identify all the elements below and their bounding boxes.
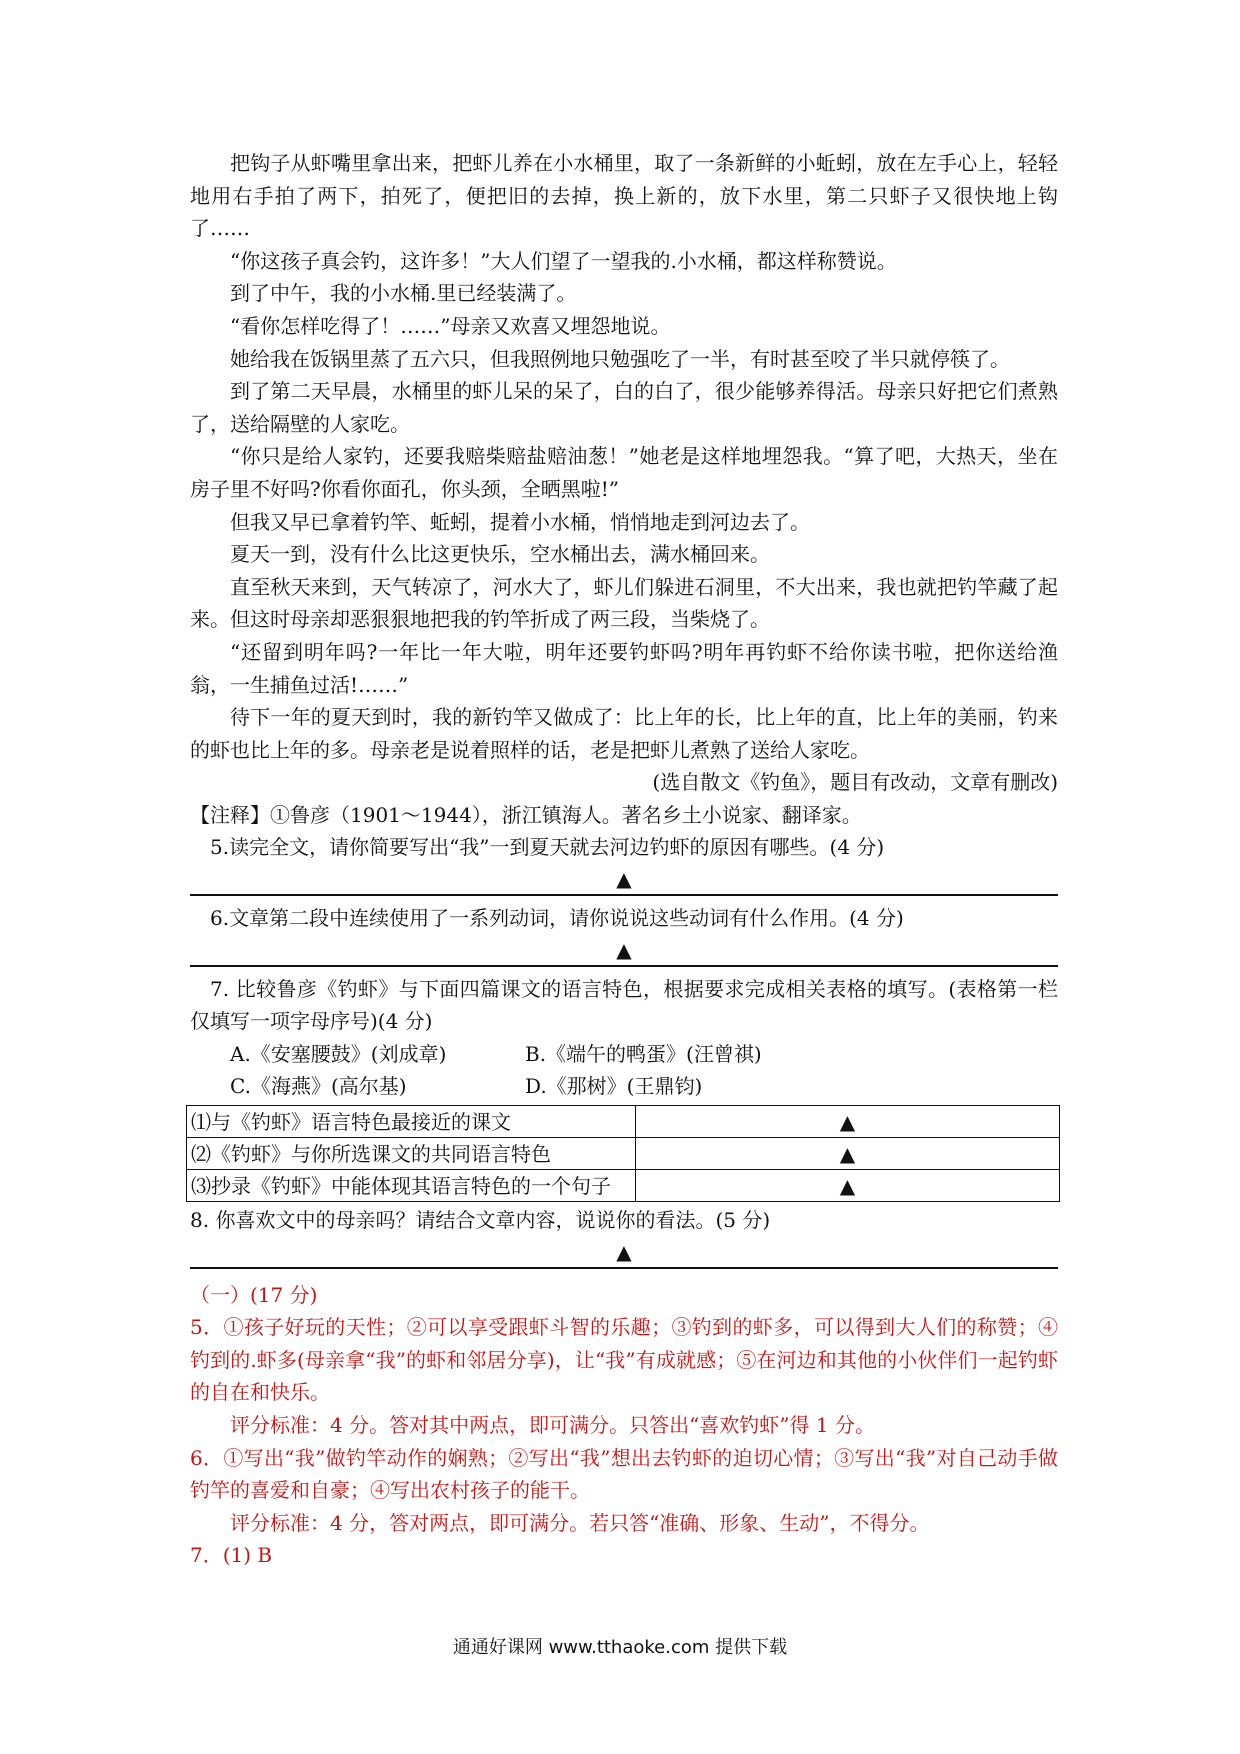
table-label: ⑶抄录《钓虾》中能体现其语言特色的一个句子: [187, 1170, 636, 1202]
question-7-options-row: [190, 1038, 1058, 1071]
answer-5-scoring: 评分标准：4 分。答对其中两点，即可满分。只答出“喜欢钓虾”得 1 分。: [230, 1413, 875, 1437]
question-7-options-row: [190, 1070, 1058, 1103]
answer-line: [190, 1267, 1058, 1269]
answer-mark: ▲: [616, 867, 632, 892]
table-row: [187, 1138, 1060, 1170]
option-a: A.《安塞腰鼓》(刘成章): [230, 1041, 447, 1066]
passage-paragraph: 她给我在饭锅里蒸了五六只，但我照例地只勉强吃了一半，有时甚至咬了半只就停筷了。: [230, 346, 1010, 371]
table-answer-cell: ▲: [636, 1138, 1060, 1170]
answer-line: [190, 894, 1058, 896]
answer-5: 5．①孩子好玩的天性；②可以享受跟虾斗智的乐趣；③钓到的虾多，可以得到大人们的称赞；④钓到的.虾多(母亲拿“我”的虾和邻居分享)，让“我”有成就感；⑤在河边和其他的小伙伴们一起钓虾的自在和快乐。: [190, 1315, 1058, 1405]
passage-paragraph: 把钩子从虾嘴里拿出来，把虾儿养在小水桶里，取了一条新鲜的小蚯蚓，放在左手心上，轻轻地用右手拍了两下，拍死了，便把旧的去掉，换上新的，放下水里，第二只虾子又很快地上钩了……: [190, 151, 1058, 241]
page-footer: 通通好课网 www.tthaoke.com 提供下载: [452, 1637, 788, 1658]
passage-note: 【注释】①鲁彦（1901～1944），浙江镇海人。著名乡土小说家、翻译家。: [190, 802, 862, 827]
answer-mark: ▲: [616, 1239, 632, 1264]
passage-source: (选自散文《钓鱼》，题目有改动，文章有删改): [652, 770, 1058, 795]
answer-7: 7．(1) B: [190, 1543, 273, 1568]
table-row: [187, 1170, 1060, 1202]
answer-6: 6．①写出“我”做钓竿动作的娴熟；②写出“我”想出去钓虾的迫切心情；③写出“我”对自己动手做钓竿的喜爱和自豪；④写出农村孩子的能干。: [190, 1445, 1058, 1503]
questions: [190, 831, 1058, 1268]
question-7: 7. 比较鲁彦《钓虾》与下面四篇课文的语言特色，根据要求完成相关表格的填写。(表格第一栏仅填写一项字母序号)(4 分): [190, 976, 1058, 1034]
passage-paragraph: 但我又早已拿着钓竿、蚯蚓，提着小水桶，悄悄地走到河边去了。: [230, 509, 810, 534]
passage-paragraph: 到了第二天早晨，水桶里的虾儿呆的呆了，白的白了，很少能够养得活。母亲只好把它们煮熟了，送给隔壁的人家吃。: [190, 379, 1058, 436]
passage-paragraph: 直至秋天来到，天气转凉了，河水大了，虾儿们躲进石洞里，不大出来，我也就把钓竿藏了起来。但这时母亲却恶狠狠地把我的钓竿折成了两三段，当柴烧了。: [190, 574, 1058, 632]
option-c: C.《海燕》(高尔基): [230, 1074, 407, 1099]
passage-paragraph: “你这孩子真会钓，这许多！”大人们望了一望我的.小水桶，都这样称赞说。: [230, 248, 897, 273]
table-row: [187, 1106, 1060, 1138]
option-b: B.《端午的鸭蛋》(汪曾祺): [525, 1041, 762, 1066]
table-answer-cell: ▲: [636, 1170, 1060, 1202]
passage-paragraph: “你只是给人家钓，还要我赔柴赔盐赔油葱！”她老是这样地埋怨我。“算了吧，大热天，坐在房子里不好吗?你看你面孔，你头颈，全晒黑啦!”: [190, 444, 1058, 501]
table-label: ⑵《钓虾》与你所选课文的共同语言特色: [187, 1138, 636, 1170]
answer-mark: ▲: [616, 937, 632, 962]
passage-paragraph: “看你怎样吃得了！……”母亲又欢喜又埋怨地说。: [230, 313, 671, 338]
passage-paragraph: “还留到明年吗?一年比一年大啦，明年还要钓虾吗?明年再钓虾不给你读书啦，把你送给渔翁，一生捕鱼过活!……”: [190, 639, 1058, 697]
question-5: 5.读完全文，请你简要写出“我”一到夏天就去河边钓虾的原因有哪些。(4 分): [210, 835, 885, 860]
question-7-table: [186, 1105, 1060, 1202]
question-8: 8. 你喜欢文中的母亲吗？请结合文章内容，说说你的看法。(5 分): [190, 1208, 771, 1233]
passage-paragraph: 到了中午，我的小水桶.里已经装满了。: [230, 281, 577, 306]
answer-line: [190, 965, 1058, 967]
answer-heading: （一）(17 分): [190, 1282, 318, 1307]
answer-6-scoring: 评分标准：4 分，答对两点，即可满分。若只答“准确、形象、生动”，不得分。: [230, 1510, 930, 1535]
passage: [190, 147, 1058, 831]
question-6: 6.文章第二段中连续使用了一系列动词，请你说说这些动词有什么作用。(4 分): [210, 906, 904, 931]
table-answer-cell: ▲: [636, 1106, 1060, 1138]
passage-paragraph: 夏天一到，没有什么比这更快乐，空水桶出去，满水桶回来。: [230, 542, 770, 567]
passage-paragraph: 待下一年的夏天到时，我的新钓竿又做成了：比上年的长，比上年的直，比上年的美丽，钓来的虾也比上年的多。母亲老是说着照样的话，老是把虾儿煮熟了送给人家吃。: [190, 705, 1058, 762]
answer-key: [190, 1279, 1058, 1572]
table-label: ⑴与《钓虾》语言特色最接近的课文: [187, 1106, 636, 1138]
document-content: [190, 147, 1058, 1572]
option-d: D.《那树》(王鼎钧): [525, 1074, 703, 1099]
